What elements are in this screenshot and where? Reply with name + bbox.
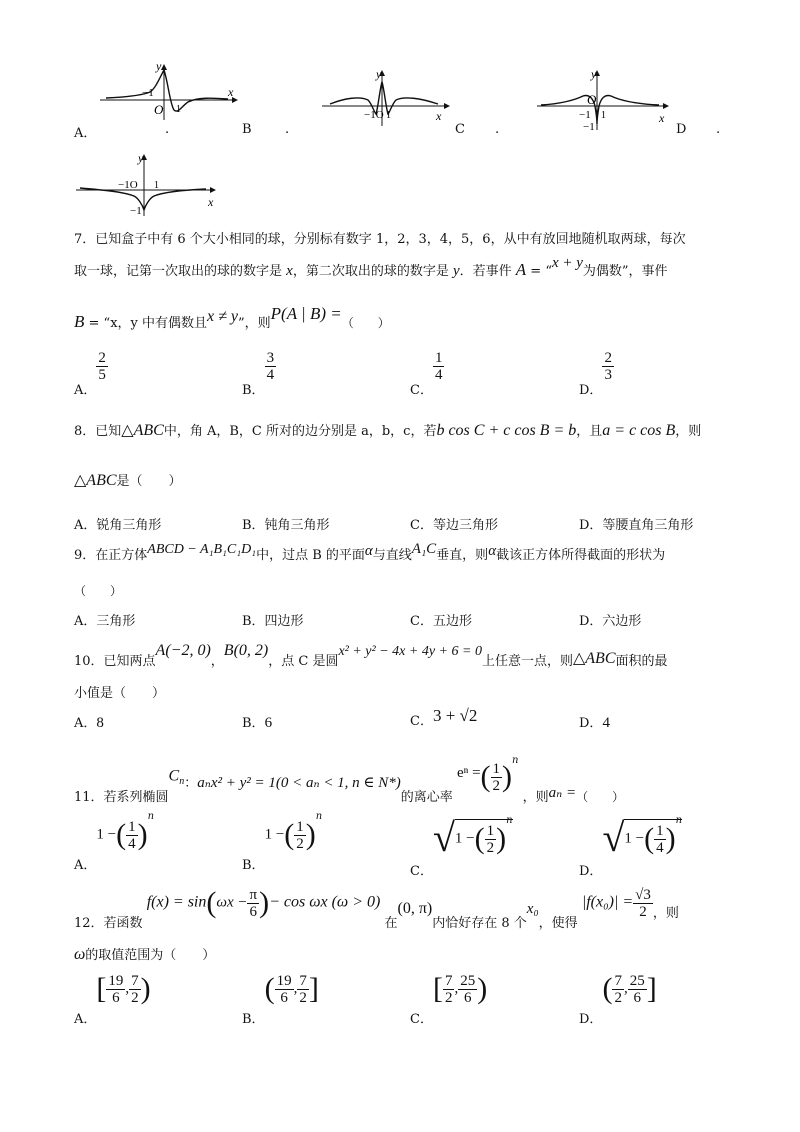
q12-a-n2: 7	[131, 972, 139, 989]
q12-c-d1: 2	[444, 989, 453, 1006]
q10-text-d: 面积的最	[615, 654, 668, 669]
q12-x0: x₀	[526, 900, 539, 917]
q12-text-a: 12．若函数	[74, 915, 143, 931]
q11-sub-n: n	[179, 776, 185, 788]
q7-eq: = “	[526, 264, 552, 279]
q11-d-num: 1	[656, 822, 664, 839]
q6-option-a-label: A．	[74, 126, 97, 141]
q6-option-b-label: B	[242, 122, 252, 137]
q7-paren: （ ）	[341, 316, 390, 330]
q12-option-c-label: C．	[410, 1011, 433, 1027]
q10-circle: x² + y² − 4x + 4y + 6 = 0	[338, 644, 482, 659]
q12-b-close: ]	[308, 972, 319, 1005]
q11-option-c-label: C．	[410, 864, 433, 879]
q6c-neg1-y: −1	[583, 121, 595, 133]
q11-a-den: 4	[128, 835, 136, 852]
q7-option-c[interactable]	[410, 350, 444, 398]
q11-option-b-label: B．	[242, 857, 265, 873]
q6-graph-b	[320, 68, 450, 128]
q6-option-d-label: D	[676, 122, 687, 137]
q7-b-num: 3	[266, 350, 275, 366]
q12-text-b: 在	[384, 915, 398, 931]
q7-a-den: 5	[98, 367, 106, 383]
q11-line1: 11．若系列椭圆$C_n$：aₙx² + y² = 1(0 < aₙ < 1, n ∈ N*)的离心率 eⁿ =( $\frac{1}{2}$ )$^n$ ，则aₙ =（ ）	[74, 755, 625, 805]
q11-d-pow: n	[675, 815, 683, 827]
q9-text-e: 截该正方体所得截面的形状为	[496, 548, 666, 563]
q12-option-b-label: B．	[242, 1011, 265, 1027]
q10-option-c[interactable]	[410, 706, 478, 729]
q12-c-open: [	[432, 972, 443, 1005]
q11-option-b[interactable]: B．1 −( $\frac{1}{2}$ )$^n$	[242, 811, 323, 873]
q10-option-d-value: 4	[602, 715, 610, 731]
q11-c-den: 2	[486, 839, 495, 856]
q11-a-pow: n	[147, 811, 155, 823]
q7-c-num: 1	[434, 350, 443, 366]
q10-comma: ，	[210, 654, 224, 669]
q8-triangle-2: △ABC	[74, 472, 117, 489]
q11-b-pow: n	[315, 811, 323, 823]
q9-alpha: α	[364, 543, 373, 559]
q7-text-a: 取一球，记第一次取出的球的数字是	[74, 264, 287, 279]
q8-line1	[74, 420, 701, 440]
q12-a-d1: 6	[112, 989, 120, 1006]
q6c-y-label: y	[591, 68, 597, 81]
q12-c-n1: 7	[444, 972, 453, 989]
q9-paren: （ ）	[74, 584, 123, 598]
q7-option-a[interactable]	[74, 350, 108, 398]
q8-text-a: 8．已知	[74, 424, 122, 439]
q6c-x-label: x	[659, 111, 665, 125]
q11-option-d[interactable]: D．√1 −( $\frac{1}{4}$ )$^n$	[579, 815, 683, 879]
q6d-y-label: y	[138, 152, 144, 165]
q6-graph-d	[74, 152, 219, 218]
q12-omega: ω	[74, 946, 86, 963]
q6a-y-label: y	[156, 62, 162, 73]
q12-two: 2	[639, 903, 647, 920]
q12-sqrt3: √3	[635, 886, 651, 903]
q6-graph-a	[98, 62, 238, 122]
q12-text-e: ，则	[652, 905, 679, 921]
q12-b-n2: 7	[299, 972, 307, 989]
q11-option-c[interactable]: C．√1 −( $\frac{1}{2}$ )$^n$	[410, 815, 513, 879]
q11-an: aₙ =	[548, 784, 577, 801]
q7-option-b[interactable]	[242, 350, 276, 398]
q11-option-d-label: D．	[579, 864, 603, 879]
q8-cond1: b cos C + c cos B = b	[436, 422, 577, 439]
q9-line1	[74, 541, 666, 564]
q6b-neg10: −1O	[364, 109, 384, 121]
q12-a-n1: 19	[108, 972, 124, 989]
q9-text-c: 与直线	[372, 548, 412, 563]
q7-option-c-label: C．	[410, 383, 433, 398]
q6-option-d-dot: .	[716, 122, 721, 137]
q11-option-a-label: A．	[74, 857, 97, 873]
q11-c-pow: n	[506, 815, 513, 827]
q12-func-a: f(x) = sin	[146, 893, 207, 911]
q12-a-open: [	[96, 972, 107, 1005]
q11-half-num: 1	[492, 760, 501, 777]
q7-text-f: ”，则	[238, 316, 271, 331]
q10-option-d[interactable]	[579, 712, 610, 732]
q6b-y-label: y	[376, 68, 382, 81]
q7-var-x: x	[286, 263, 293, 279]
q6-option-b-dot: .	[285, 122, 290, 137]
q10-option-d-label: D．	[579, 716, 603, 731]
q12-func-b: ωx −	[216, 894, 248, 911]
q12-c-close: )	[477, 972, 488, 1005]
q11-paren: （ ）	[576, 789, 625, 804]
q10-point-b: B(0, 2)	[223, 642, 269, 659]
q10-text-c: 上任意一点，则	[481, 654, 573, 669]
q9-option-d[interactable]: D．六边形	[579, 614, 642, 629]
q11-a-num: 1	[128, 818, 136, 835]
q8-option-b[interactable]: B．钝角三角形	[242, 518, 330, 533]
q12-option-d[interactable]: D．( $\frac{7}{2}$ , $\frac{25}{6}$ ]	[579, 972, 657, 1027]
q7-prob: P(A | B) =	[270, 304, 342, 323]
q7-event-a: A	[515, 260, 527, 279]
q12-option-b[interactable]: B．( $\frac{19}{6}$ , $\frac{7}{2}$ ]	[242, 972, 319, 1027]
q12-option-a[interactable]: A．[ $\frac{19}{6}$ , $\frac{7}{2}$ )	[74, 972, 151, 1027]
q11-text-b: 的离心率	[400, 789, 453, 805]
q6-option-c-label: C	[455, 122, 465, 137]
q7-d-num: 2	[604, 350, 612, 366]
q6c-neg1-x: −1	[579, 109, 591, 121]
q10-option-c-label: C．	[410, 714, 433, 729]
q8-text-e: 是（ ）	[116, 474, 182, 489]
q10-text-b: ，点 C 是圆	[268, 654, 339, 669]
q7-option-a-label: A．	[74, 383, 97, 398]
q9-text-a: 9．在正方体	[74, 548, 148, 563]
q12-b-d2: 2	[299, 989, 307, 1006]
q10-line1	[74, 640, 668, 669]
q12-pi: π	[249, 886, 258, 903]
q9-alpha-2: α	[488, 543, 497, 559]
q8-triangle: △ABC	[121, 422, 164, 439]
q11-d-one-minus: 1 −	[624, 830, 645, 847]
q10-triangle: △ABC	[572, 650, 616, 667]
q11-text-a: 11．若系列椭圆	[74, 789, 169, 805]
q12-a-d2: 2	[131, 989, 139, 1006]
q6b-one: 1	[386, 110, 391, 121]
q8-cond2: a = c cos B	[602, 422, 676, 439]
q11-option-a[interactable]: A．1 −( $\frac{1}{4}$ )$^n$	[74, 811, 155, 873]
q12-d-n1: 7	[614, 972, 622, 989]
q12-d-open: (	[602, 972, 613, 1005]
q6d-one: 1	[154, 180, 159, 191]
q6-option-c-dot: .	[495, 122, 500, 137]
q6d-x-label: x	[208, 195, 214, 209]
q9-text-b: 中，过点 B 的平面	[256, 548, 365, 563]
q10-option-b-label: B．	[242, 716, 265, 731]
q11-a-one-minus: 1 −	[96, 826, 117, 843]
q7-text-d: 为偶数”，事件	[582, 264, 668, 279]
q10-option-a-label: A．	[74, 716, 97, 731]
q9-option-c[interactable]: C．五边形	[410, 614, 472, 629]
q11-b-num: 1	[296, 818, 304, 835]
q7-option-d[interactable]	[579, 350, 614, 398]
q11-eccentricity: eⁿ =	[456, 764, 481, 781]
q8-option-a[interactable]: A．锐角三角形	[74, 518, 162, 533]
q11-colon: ：	[184, 775, 198, 791]
q11-text-c: ，则	[522, 789, 549, 805]
q7-c-den: 4	[434, 367, 443, 383]
q7-x-plus-y: x + y	[551, 255, 583, 271]
q12-b-open: (	[264, 972, 275, 1005]
q8-option-d[interactable]: D．等腰直角三角形	[579, 518, 694, 533]
q12-a-close: )	[140, 972, 151, 1005]
q12-line1: 12．若函数 f(x) = sin(ωx − $\frac{\pi}{6}$ )− cos ωx (ω > 0) 在(0, π)内恰好存在 8 个x₀，使得 |f(x₀)| = $\frac{√3}{2}$ ，则	[74, 886, 679, 931]
q12-text-d: ，使得	[538, 915, 578, 931]
q7-var-y: y	[452, 263, 460, 279]
q8-text-d: ，则	[675, 424, 702, 439]
q11-pow: n	[512, 755, 519, 767]
q12-d-d1: 2	[614, 989, 622, 1006]
q6a-neg1: −1	[142, 87, 154, 99]
q12-c-d2: 6	[463, 989, 472, 1006]
q8-line2	[74, 470, 182, 490]
q10-option-b-value: 6	[264, 715, 273, 731]
q10-option-a[interactable]	[74, 712, 104, 732]
q10-text-a: 10．已知两点	[74, 654, 156, 669]
q7-text-b: ，第二次取出的球的数字是	[292, 264, 453, 279]
q11-d-den: 4	[656, 839, 664, 856]
q9-option-b[interactable]: B．四边形	[242, 614, 304, 629]
q6a-x-label: x	[228, 85, 234, 99]
q12-c-n2: 25	[460, 972, 476, 989]
q7-line3	[74, 304, 390, 332]
q12-option-d-label: D．	[579, 1011, 603, 1027]
q6c-origin: O	[587, 92, 597, 107]
q7-event-b: B	[74, 312, 85, 331]
q9-a1c: A₁C	[411, 541, 437, 557]
q11-c-num: 1	[486, 822, 495, 839]
q12-six: 6	[249, 903, 258, 920]
q12-option-a-label: A．	[74, 1011, 97, 1027]
q12-text-c: 内恰好存在 8 个	[432, 915, 527, 931]
q7-x-neq-y: x ≠ y	[207, 308, 238, 325]
q11-cn: C	[168, 767, 180, 785]
q7-line2	[74, 255, 668, 280]
q12-option-c[interactable]: C．[ $\frac{7}{2}$ , $\frac{25}{6}$ )	[410, 972, 488, 1027]
q12-text-f: 的取值范围为（ ）	[85, 948, 216, 963]
q11-b-one-minus: 1 −	[264, 826, 285, 843]
q7-d-den: 3	[604, 367, 612, 383]
q7-text-e: = “x，y 中有偶数且	[84, 316, 208, 331]
q7-a-num: 2	[98, 350, 106, 366]
q12-b-n1: 19	[276, 972, 292, 989]
q6d-neg10: −1O	[118, 179, 138, 191]
q6d-neg1: −1	[130, 205, 142, 217]
q7-text-c: ．若事件	[459, 264, 516, 279]
q12-b-d1: 6	[280, 989, 288, 1006]
q6-option-a-dot: .	[165, 122, 170, 137]
q9-text-d: 垂直，则	[436, 548, 489, 563]
q7-line1: 7．已知盒子中有 6 个大小相同的球，分别标有数字 1，2，3，4，5，6，从中有放回地随机取两球，每次	[74, 232, 686, 247]
q12-interval: (0, π)	[397, 899, 433, 917]
q10-option-a-value: 8	[96, 715, 104, 731]
q12-d-n2: 25	[629, 972, 645, 989]
q10-point-a: A(−2, 0)	[155, 642, 211, 659]
q8-option-c[interactable]: C．等边三角形	[410, 518, 498, 533]
q10-option-c-value: 3 + √2	[432, 706, 478, 725]
q12-line2	[74, 944, 215, 964]
q12-func-c: − cos ωx (ω > 0)	[269, 893, 381, 911]
q6a-origin: O	[154, 102, 164, 117]
q7-b-den: 4	[266, 367, 275, 383]
q6b-x-label: x	[436, 109, 442, 123]
q8-text-b: 中，角 A，B，C 所对的边分别是 a，b，c，若	[163, 424, 437, 439]
q6-graph-c	[535, 68, 670, 134]
q9-option-a[interactable]: A．三角形	[74, 614, 136, 629]
q6a-one: 1	[176, 104, 181, 115]
q10-line2: 小值是（ ）	[74, 686, 166, 701]
q11-ellipse: aₙx² + y² = 1(0 < aₙ < 1, n ∈ N*)	[197, 774, 401, 791]
q6c-one: 1	[601, 110, 606, 121]
q12-d-d2: 6	[633, 989, 641, 1006]
q7-option-b-label: B．	[242, 383, 265, 398]
q12-d-close: ]	[646, 972, 657, 1005]
q10-option-b[interactable]	[242, 712, 272, 732]
q8-text-c: ，且	[576, 424, 603, 439]
q9-cube: ABCD − A₁B₁C₁D₁	[147, 542, 257, 557]
q12-abs-f: |f(x₀)| =	[581, 893, 634, 911]
q11-half-den: 2	[492, 777, 501, 794]
q11-c-one-minus: 1 −	[454, 830, 475, 847]
q11-b-den: 2	[296, 835, 304, 852]
q7-option-d-label: D．	[579, 383, 603, 398]
